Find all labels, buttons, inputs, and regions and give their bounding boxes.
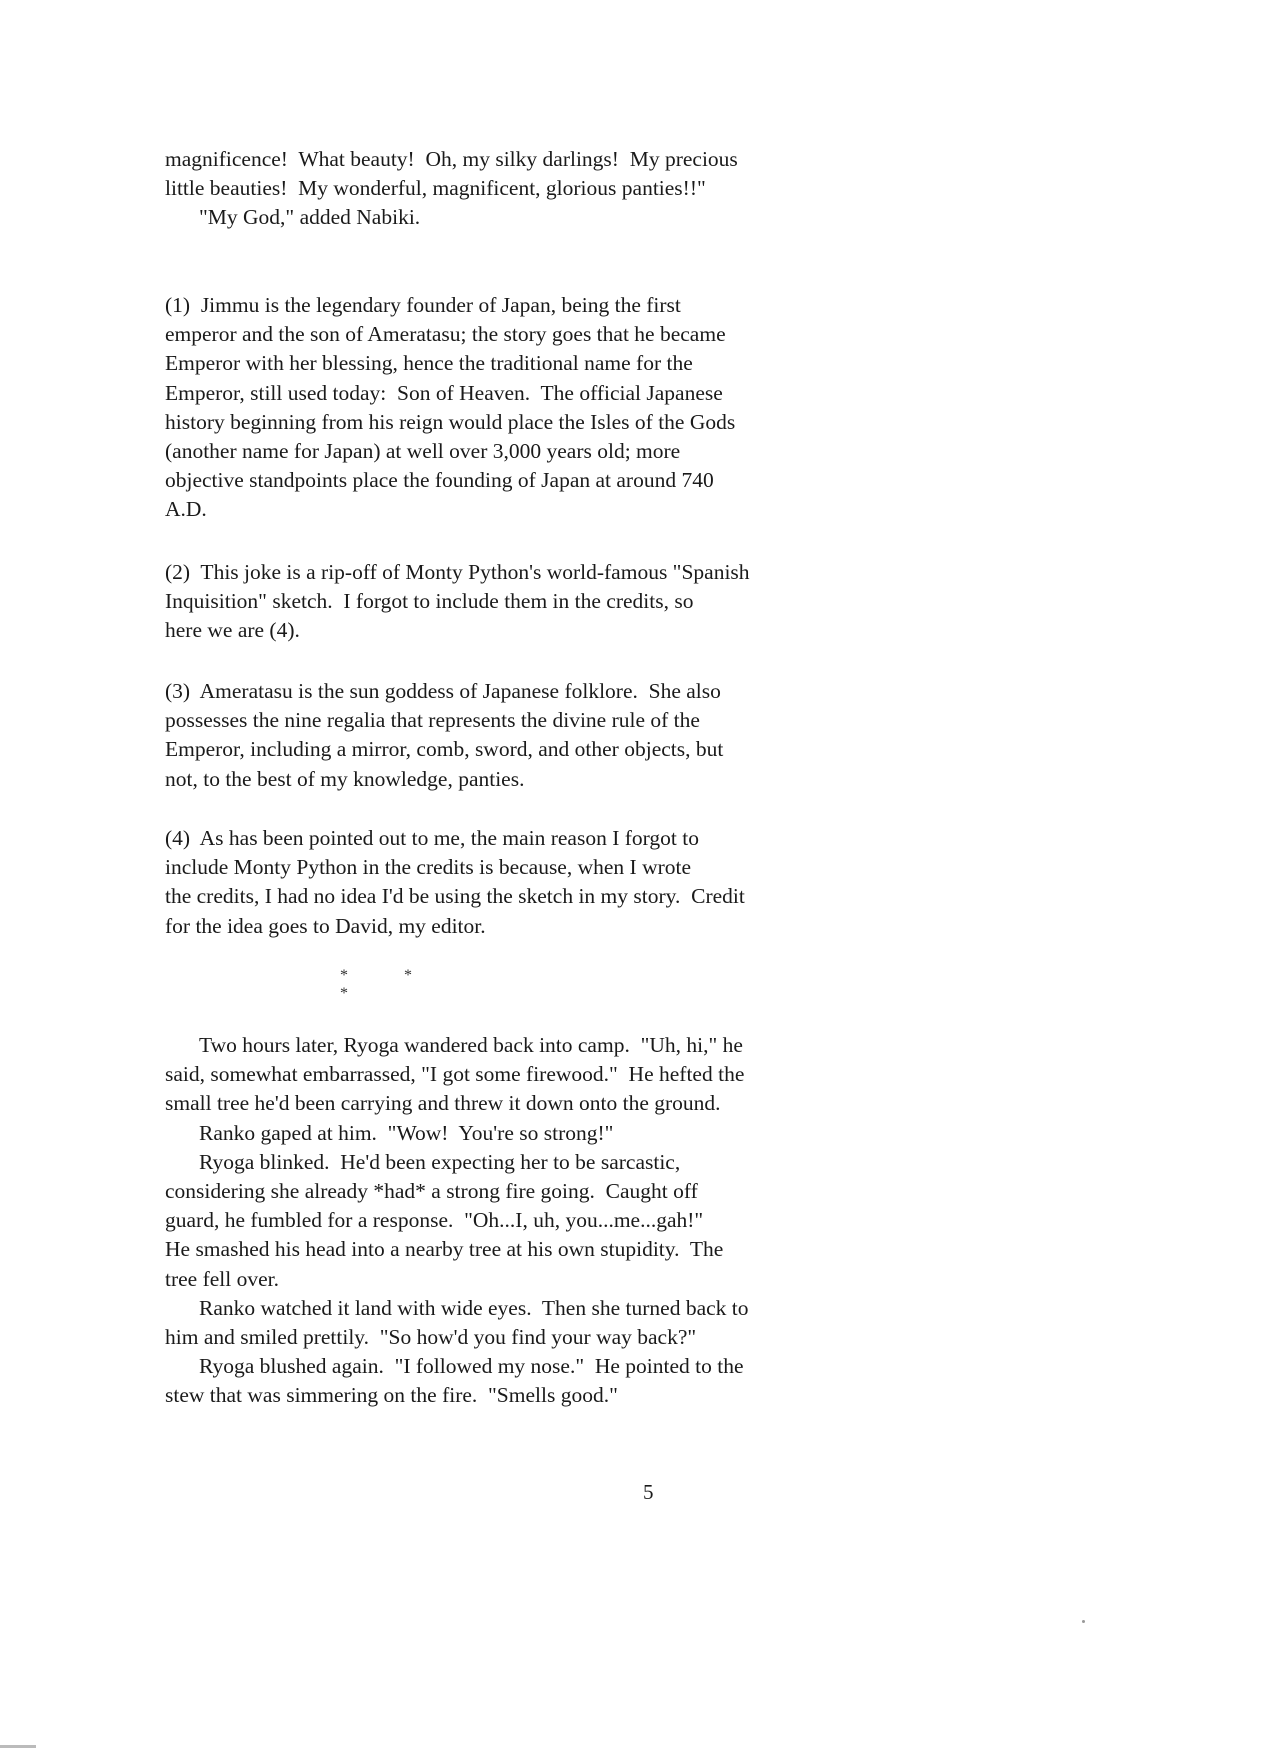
footnote-3 (165, 677, 885, 794)
story-line: He smashed his head into a nearby tree at his own stupidity. The (165, 1237, 724, 1262)
story-line: Two hours later, Ryoga wandered back into camp. "Uh, hi," he (199, 1033, 743, 1057)
footnote-line: A.D. (165, 497, 207, 522)
footnote-line: (4) As has been pointed out to me, the main reason I forgot to (165, 826, 700, 850)
story-line: said, somewhat embarrassed, "I got some firewood." He hefted the (165, 1062, 745, 1087)
story-line: considering she already *had* a strong fire going. Caught off (165, 1179, 698, 1204)
story-line: him and smiled prettily. "So how'd you find your way back?" (165, 1325, 697, 1350)
footnote-line: history beginning from his reign would place the Isles of the Gods (165, 409, 736, 434)
story-line: Ranko watched it land with wide eyes. Then she turned back to (199, 1295, 749, 1320)
footnote-line: the credits, I had no idea I'd be using the sketch in my story. Credit (165, 884, 745, 909)
story-line: guard, he fumbled for a response. "Oh...I, uh, you...me...gah!" (165, 1208, 704, 1233)
story-line: stew that was simmering on the fire. "Smells good." (165, 1383, 618, 1408)
footnote-line: Emperor, still used today: Son of Heaven. The official Japanese (165, 380, 723, 405)
page-number: 5 (643, 1480, 654, 1504)
footnote-line: (another name for Japan) at well over 3,000 years old; more (165, 439, 681, 464)
text-line: "My God," added Nabiki. (199, 205, 421, 230)
section-divider: * * * (340, 967, 438, 1002)
footnote-line: for the idea goes to David, my editor. (165, 913, 486, 938)
story-paragraphs (165, 1031, 885, 1411)
footnote-4 (165, 824, 885, 941)
continuation-paragraph (165, 145, 885, 233)
scan-edge-mark (0, 1745, 36, 1748)
text-line: little beauties! My wonderful, magnificent, glorious panties!!" (165, 176, 706, 201)
footnote-line: Emperor with her blessing, hence the traditional name for the (165, 351, 693, 376)
footnote-line: include Monty Python in the credits is because, when I wrote (165, 855, 692, 880)
story-line: Ranko gaped at him. "Wow! You're so strong!" (199, 1120, 614, 1145)
footnote-line: (2) This joke is a rip-off of Monty Python's world-famous "Spanish (165, 560, 750, 584)
footnote-2 (165, 558, 885, 646)
footnote-line: here we are (4). (165, 618, 300, 643)
footnote-1 (165, 291, 885, 525)
footnote-line: (1) Jimmu is the legendary founder of Japan, being the first (165, 293, 681, 317)
text-line: magnificence! What beauty! Oh, my silky darlings! My precious (165, 147, 738, 171)
footnote-line: Inquisition" sketch. I forgot to include them in the credits, so (165, 589, 694, 614)
footnote-line: (3) Ameratasu is the sun goddess of Japanese folklore. She also (165, 679, 721, 703)
scan-speck (1082, 1620, 1085, 1623)
story-line: tree fell over. (165, 1266, 280, 1291)
story-line: Ryoga blinked. He'd been expecting her to be sarcastic, (199, 1149, 681, 1174)
story-line: small tree he'd been carrying and threw it down onto the ground. (165, 1091, 721, 1116)
footnote-line: objective standpoints place the founding of Japan at around 740 (165, 468, 714, 493)
footnote-line: not, to the best of my knowledge, panties. (165, 766, 525, 791)
footnote-line: Emperor, including a mirror, comb, sword, and other objects, but (165, 737, 724, 762)
footnote-line: emperor and the son of Ameratasu; the story goes that he became (165, 322, 726, 347)
story-line: Ryoga blushed again. "I followed my nose." He pointed to the (199, 1354, 744, 1379)
footnote-line: possesses the nine regalia that represents the divine rule of the (165, 708, 700, 733)
